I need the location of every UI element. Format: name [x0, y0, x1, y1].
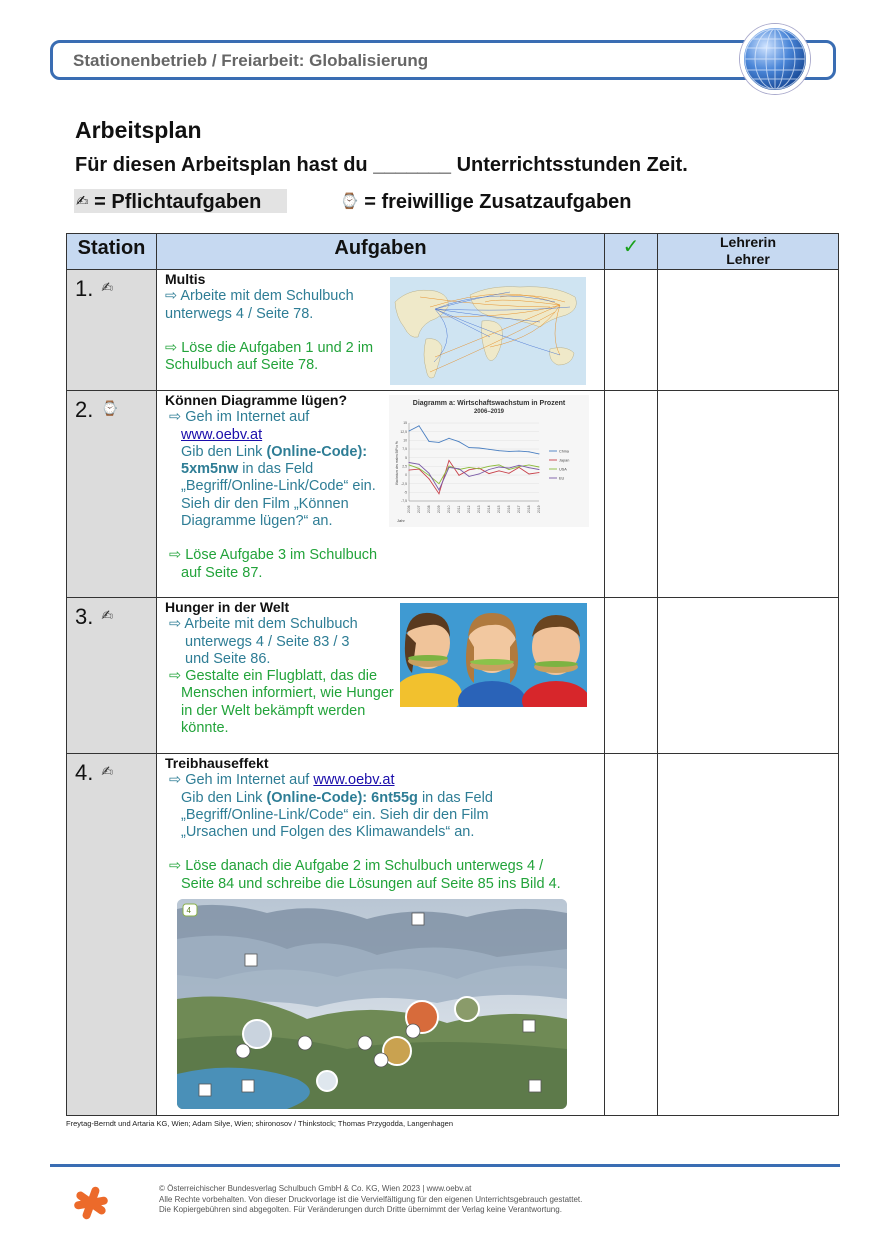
chart-point — [519, 466, 520, 467]
oebv-logo-icon — [72, 1184, 110, 1222]
chart-legend-label: EU — [559, 476, 565, 481]
chart-y-tick: 2,5 — [402, 464, 407, 469]
writing-hand-icon: ✍ — [101, 608, 114, 624]
chart-title: Diagramm a: Wirtschaftswachstum in Prozent — [412, 400, 566, 407]
teacher-cell[interactable] — [658, 270, 839, 391]
chart-point — [409, 470, 410, 471]
oebv-link[interactable]: www.oebv.at — [181, 426, 263, 443]
world-map-image — [390, 277, 586, 385]
online-code: 6nt55g — [371, 789, 418, 806]
task-code-line — [165, 790, 596, 807]
chart-point — [449, 460, 450, 461]
chart-x-tick: 2014 — [487, 505, 492, 513]
task-text: Geh im Internet auf — [185, 772, 314, 789]
chart-point — [469, 447, 470, 448]
table-row — [67, 754, 839, 1116]
chart-y-tick: -7,5 — [401, 499, 407, 504]
table-header-row — [67, 234, 839, 270]
task-title: Treibhauseffekt — [165, 755, 269, 771]
task-title: Hunger in der Welt — [165, 599, 290, 615]
chart-legend-label: Japan — [559, 458, 570, 463]
station-number — [67, 270, 157, 391]
chart-point — [499, 467, 500, 468]
header-lehrer-label: Lehrer — [726, 251, 770, 267]
online-code: 5xm5nw — [181, 461, 239, 478]
chart-x-tick: 2016 — [507, 505, 512, 513]
chart-y-tick: 15 — [403, 421, 407, 426]
chart-point — [489, 466, 490, 467]
check-cell[interactable] — [605, 270, 658, 391]
task-text: Diagramme lügen?“ an. — [181, 513, 333, 530]
chart-point — [429, 473, 430, 474]
station-number — [67, 598, 157, 754]
task-text: Löse die Aufgaben 1 und 2 im — [181, 339, 374, 356]
chart-point — [469, 476, 470, 477]
task-text: Löse danach die Aufgabe 2 im Schulbuch unterwegs 4 / — [185, 858, 544, 875]
chart-y-tick: 7,5 — [402, 447, 407, 452]
chart-subtitle: 2006–2019 — [473, 409, 505, 415]
chart-point — [489, 469, 490, 470]
task-title: Können Diagramme lügen? — [165, 392, 348, 408]
checkmark-icon: ✓ — [605, 234, 658, 270]
chart-point — [409, 462, 410, 463]
chart-point — [539, 472, 540, 473]
chart-point — [539, 467, 540, 468]
task-step-1: ⇨ Geh im Internet auf www.oebv.at — [165, 772, 395, 789]
writing-hand-icon: ✍ — [101, 764, 114, 780]
task-text: Löse Aufgabe 3 im Schulbuch — [185, 547, 378, 564]
footer-text — [159, 1184, 582, 1216]
task-cell — [157, 754, 605, 1116]
chart-point — [479, 473, 480, 474]
station-number — [67, 391, 157, 598]
task-text: in das Feld — [238, 461, 314, 478]
task-cell — [157, 598, 605, 754]
chart-point — [419, 468, 420, 469]
task-step-1: ⇨ Geh im Internet auf — [165, 409, 310, 426]
chart-point — [539, 453, 540, 454]
check-cell[interactable] — [605, 391, 658, 598]
header-bar — [50, 40, 836, 80]
chart-x-tick: 2008 — [427, 505, 432, 513]
station-number-label: 3. — [75, 604, 94, 629]
chart-point — [499, 470, 500, 471]
chart-legend-label: China — [559, 449, 569, 454]
chart-x-tick: 2019 — [537, 505, 542, 513]
chart-point — [449, 438, 450, 439]
growth-chart — [389, 395, 589, 527]
header-lehrerin-label: Lehrerin — [719, 234, 776, 250]
legend-frei — [340, 189, 632, 214]
header-station: Station — [67, 234, 157, 270]
task-step-2: ⇨ Gestalte ein Flugblatt, das die — [165, 668, 378, 685]
legend-frei-label: = freiwillige Zusatzaufgaben — [364, 191, 632, 213]
chart-point — [459, 468, 460, 469]
chart-point — [499, 450, 500, 451]
teacher-cell[interactable] — [658, 754, 839, 1116]
chart-x-tick: 2018 — [527, 505, 532, 513]
chart-point — [479, 447, 480, 448]
chart-point — [529, 451, 530, 452]
chart-point — [509, 469, 510, 470]
chart-point — [499, 464, 500, 465]
chart-point — [429, 478, 430, 479]
work-plan-table — [66, 233, 839, 1116]
image-credits: Freytag-Berndt und Artaria KG, Wien; Adam Silye, Wien; shironosov / Thinkstock; Thomas Przygodda, Langenhagen — [66, 1119, 454, 1128]
task-text: Gestalte ein Flugblatt, das die — [185, 668, 378, 685]
chart-point — [519, 465, 520, 466]
chart-point — [489, 473, 490, 474]
chart-point — [429, 441, 430, 442]
chart-point — [529, 464, 530, 465]
clock-icon: ⌚ — [101, 401, 119, 417]
chart-point — [509, 468, 510, 469]
header-lehrer — [658, 234, 839, 270]
task-text: Geh im Internet auf — [185, 409, 310, 426]
chart-point — [439, 493, 440, 494]
task-text: Arbeite mit dem Schulbuch — [180, 288, 354, 305]
chart-point — [449, 465, 450, 466]
chart-y-tick: 0 — [405, 473, 407, 478]
chart-point — [459, 441, 460, 442]
page-subtitle: Für diesen Arbeitsplan hast du _______ Unterrichtsstunden Zeit. — [75, 154, 688, 176]
task-title: Multis — [165, 271, 206, 287]
chart-point — [409, 430, 410, 431]
chart-point — [489, 449, 490, 450]
chart-xlabel: Jahr — [397, 518, 405, 523]
chart-point — [409, 464, 410, 465]
footer-divider — [50, 1164, 840, 1167]
chart-x-tick: 2010 — [447, 505, 452, 513]
task-text: in der Welt bekämpft werden — [181, 702, 366, 719]
chart-y-tick: 12,5 — [400, 429, 407, 434]
chart-x-tick: 2006 — [407, 505, 412, 513]
check-cell[interactable] — [605, 598, 658, 754]
chart-y-tick: 10 — [403, 438, 407, 443]
oebv-link[interactable]: www.oebv.at — [313, 772, 395, 789]
chart-x-tick: 2013 — [477, 505, 482, 513]
task-text: könnte. — [181, 720, 229, 737]
task-step-2: ⇨ Löse die Aufgaben 1 und 2 im Schulbuch auf Seite 78. — [165, 339, 374, 374]
task-cell — [157, 270, 605, 391]
footer-line-1: © Österreichischer Bundesverlag Schulbuch GmbH & Co. KG, Wien 2023 | www.oebv.at — [159, 1184, 472, 1193]
chart-point — [509, 451, 510, 452]
check-cell[interactable] — [605, 754, 658, 1116]
online-code-label: (Online-Code): — [266, 789, 368, 806]
chart-point — [509, 473, 510, 474]
chart-point — [419, 464, 420, 465]
teacher-cell[interactable] — [658, 391, 839, 598]
table-row — [67, 270, 839, 391]
writing-hand-icon: ✍ — [101, 280, 114, 296]
chart-x-tick: 2012 — [467, 505, 472, 513]
task-text: Gib den Link — [181, 789, 267, 806]
page-title: Arbeitsplan — [75, 117, 202, 143]
task-step-1: ⇨ Arbeite mit dem Schulbuch — [165, 616, 358, 633]
station-number-label: 1. — [75, 276, 94, 301]
chart-y-tick: -5 — [403, 490, 407, 495]
task-text: Arbeite mit dem Schulbuch — [184, 616, 358, 633]
chart-series-line — [409, 426, 539, 454]
chart-point — [429, 475, 430, 476]
writing-hand-icon: ✍ — [76, 192, 89, 210]
chart-point — [419, 425, 420, 426]
task-text: Schulbuch auf Seite 78. — [165, 357, 319, 374]
header-aufgaben: Aufgaben — [157, 234, 605, 270]
chart-point — [519, 451, 520, 452]
chart-point — [459, 475, 460, 476]
chart-y-tick: -2,5 — [401, 481, 407, 486]
chart-point — [469, 467, 470, 468]
task-text: unterwegs 4 / Seite 78. — [165, 305, 314, 322]
task-step-1: ⇨ Arbeite mit dem Schulbuch unterwegs 4 / Seite 78. — [165, 288, 354, 322]
task-text: Sieh dir den Film „Können — [181, 495, 349, 512]
table-row — [67, 391, 839, 598]
chart-point — [439, 489, 440, 490]
task-text: Menschen informiert, wie Hunger — [181, 685, 394, 702]
children-eating-photo — [400, 603, 587, 707]
station-number-label: 2. — [75, 397, 94, 422]
task-text: „Begriff/Online-Link/Code“ ein. — [181, 478, 376, 495]
image-label: 4 — [186, 906, 191, 915]
chart-point — [529, 473, 530, 474]
chart-point — [479, 468, 480, 469]
online-code-label: (Online-Code): — [266, 443, 368, 460]
chart-y-tick: 5 — [405, 455, 407, 460]
task-text: „Begriff/Online-Link/Code“ ein. Sieh dir den Film — [181, 806, 489, 823]
chart-point — [439, 442, 440, 443]
climate-illustration — [177, 899, 567, 1109]
task-text: unterwegs 4 / Seite 83 / 3 — [185, 633, 350, 650]
chart-x-tick: 2017 — [517, 505, 522, 513]
teacher-cell[interactable] — [658, 598, 839, 754]
chart-point — [529, 467, 530, 468]
task-step-2: ⇨ Löse Aufgabe 3 im Schulbuch — [165, 547, 378, 564]
task-text: auf Seite 87. — [181, 564, 263, 581]
chart-point — [449, 467, 450, 468]
chart-x-tick: 2009 — [437, 505, 442, 513]
chart-point — [469, 469, 470, 470]
chart-x-tick: 2015 — [497, 505, 502, 513]
task-text: „Ursachen und Folgen des Klimawandels“ an. — [181, 824, 475, 841]
header-title: Stationenbetrieb / Freiarbeit: Globalisierung — [73, 51, 429, 70]
station-number-label: 4. — [75, 760, 94, 785]
footer-line-2: Alle Rechte vorbehalten. Von dieser Druckvorlage ist die Vervielfältigung für den eigenen Unterrichtsgebrauch gestattet. — [159, 1194, 583, 1204]
task-step-2: ⇨ Löse danach die Aufgabe 2 im Schulbuch unterwegs 4 / — [165, 858, 544, 875]
task-text: Seite 84 und schreibe die Lösungen auf Seite 85 ins Bild 4. — [181, 875, 561, 892]
table-row — [67, 598, 839, 754]
chart-point — [439, 483, 440, 484]
task-text: in das Feld — [417, 789, 493, 806]
legend-pflicht-label: = Pflichtaufgaben — [94, 191, 262, 213]
chart-x-tick: 2007 — [417, 505, 422, 513]
chart-ylabel: Wachstum des realen BIP in % — [395, 441, 399, 485]
clock-icon: ⌚ — [340, 192, 359, 210]
legend-pflicht — [74, 189, 287, 213]
chart-legend-label: USA — [559, 467, 567, 472]
task-cell — [157, 391, 605, 598]
footer-line-3: Die Kopiergebühren sind abgegolten. Für Veränderungen durch Dritte übernimmt der Verlag keine Verantwortung. — [159, 1205, 562, 1214]
task-text: Gib den Link — [181, 443, 267, 460]
globe-icon — [740, 24, 810, 94]
task-text: und Seite 86. — [185, 650, 271, 667]
chart-point — [539, 469, 540, 470]
station-number — [67, 754, 157, 1116]
chart-x-tick: 2011 — [457, 505, 462, 513]
